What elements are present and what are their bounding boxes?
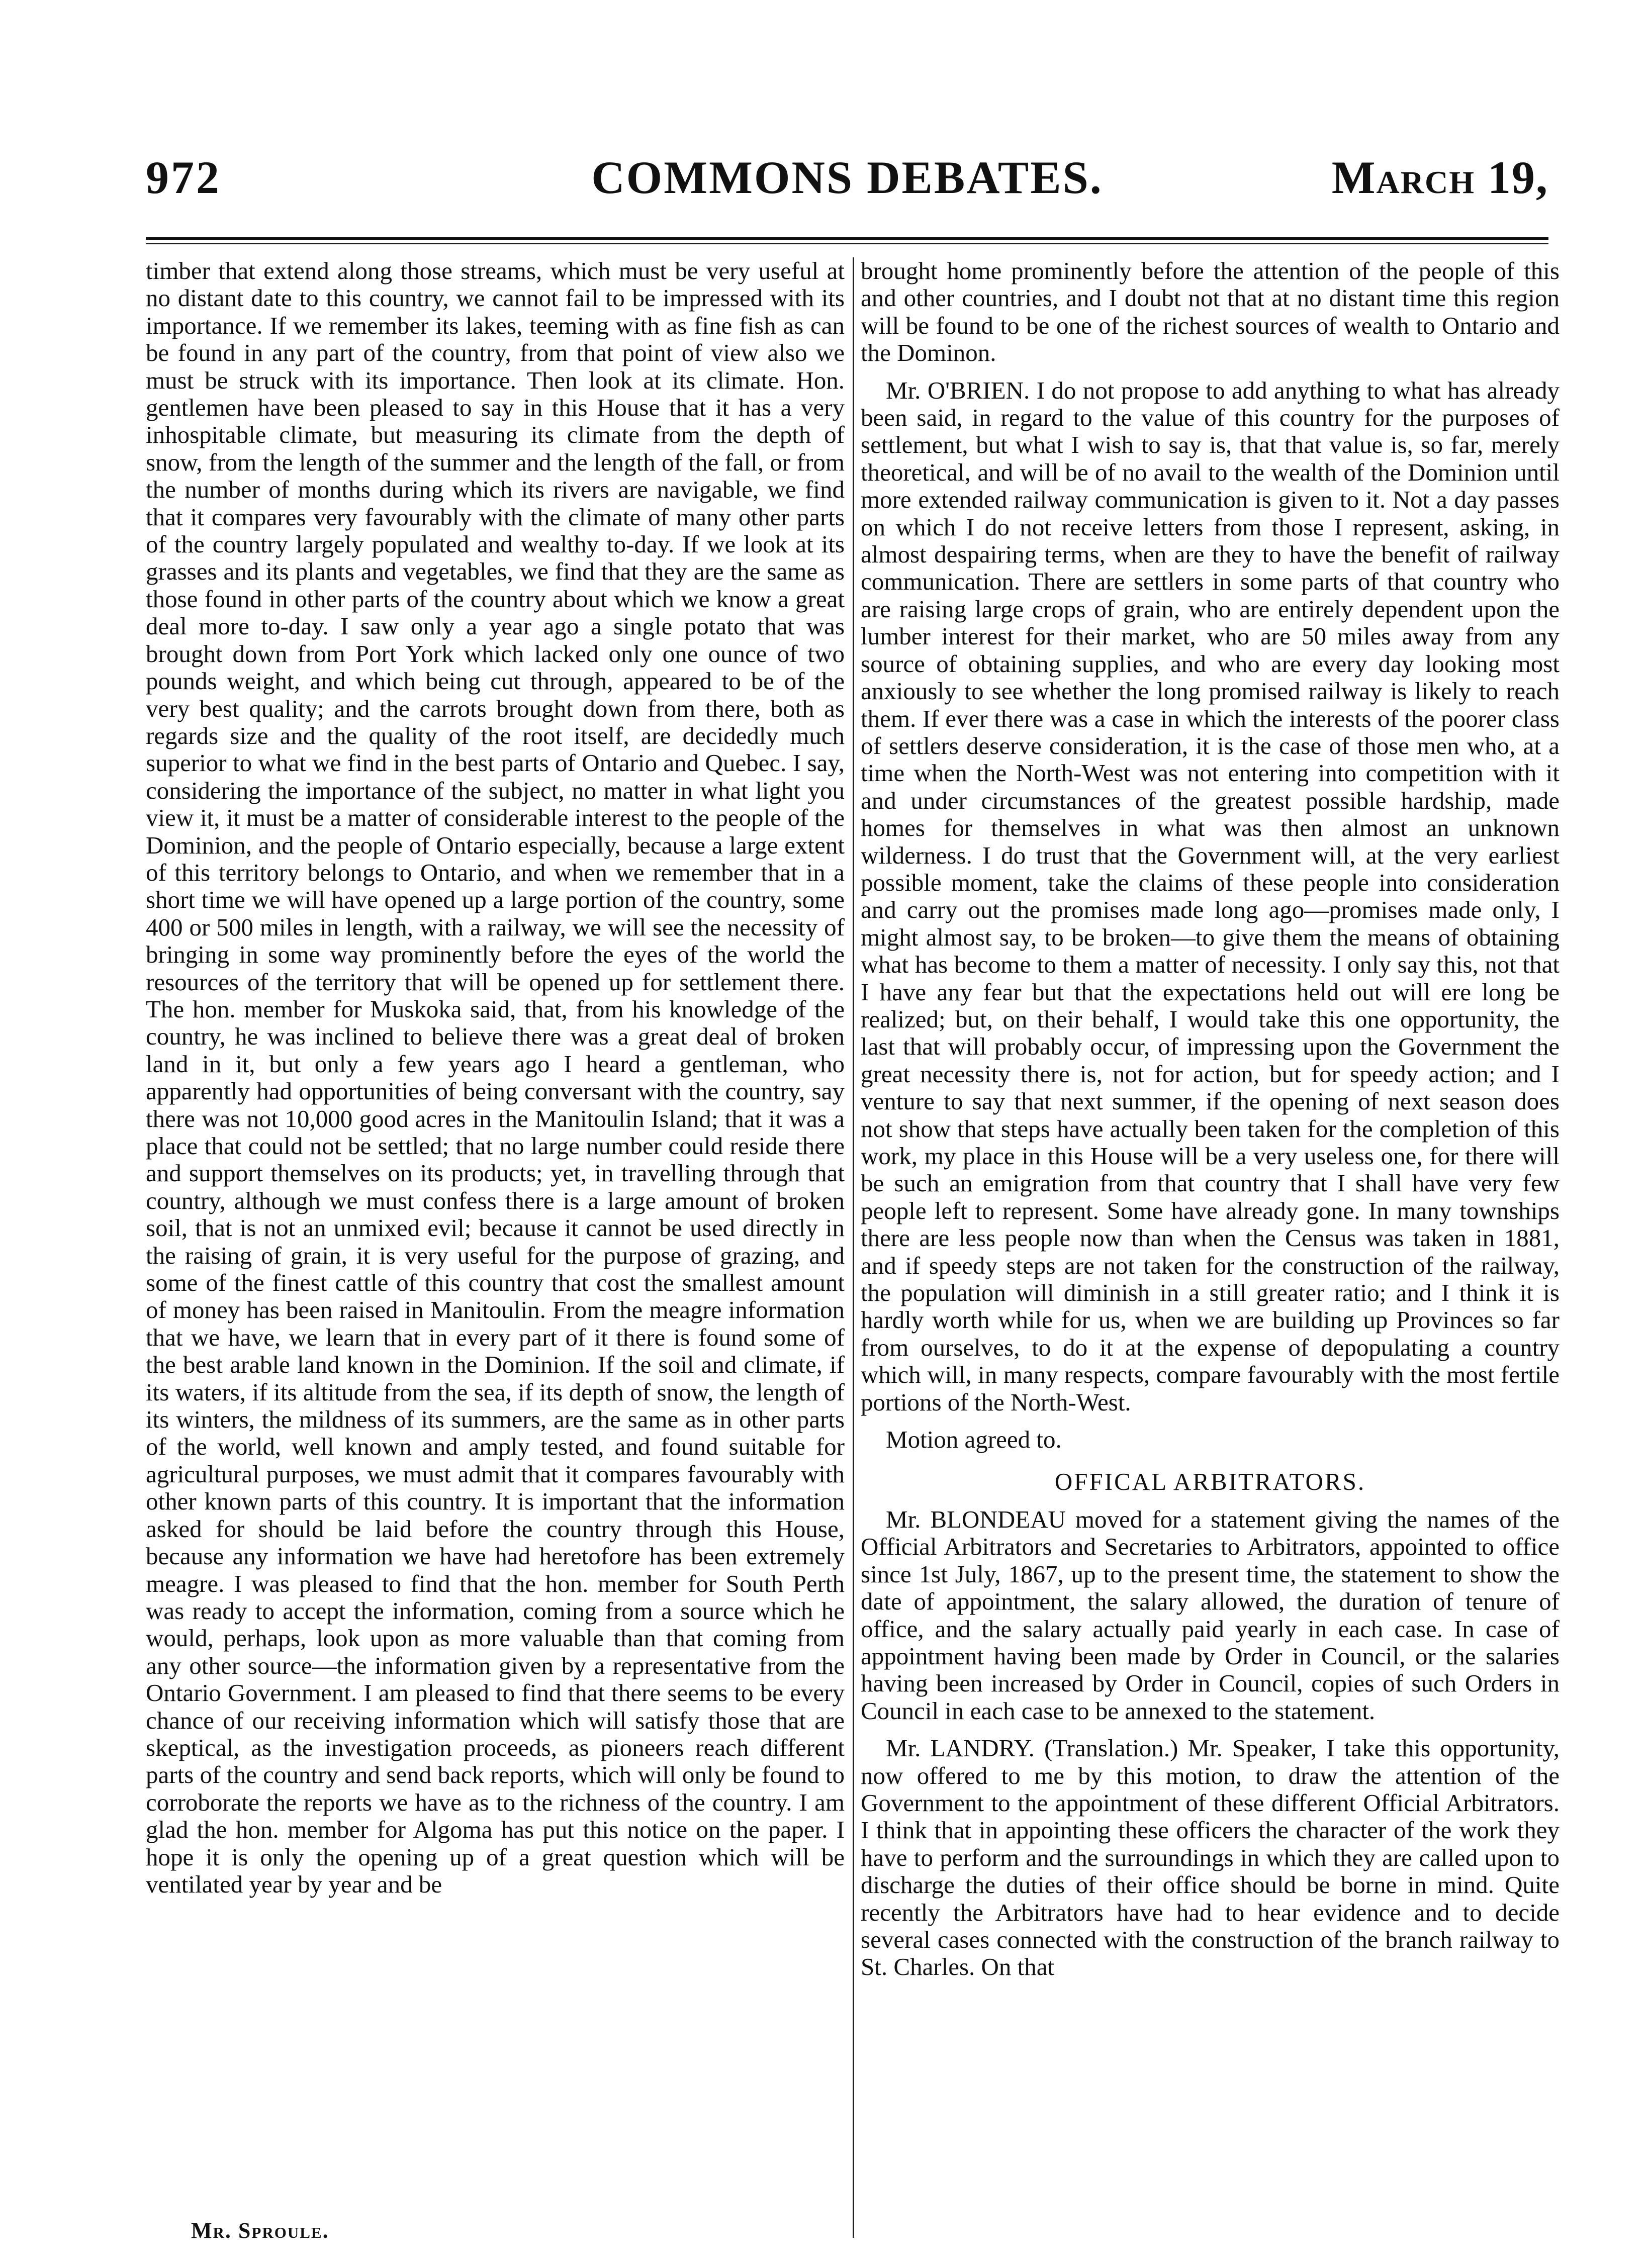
left-paragraph-1: timber that extend along those streams, which must be very useful at no distant date to this country, we cannot fail to be impressed with its importance. If we remember its lakes, teeming with as fine fish as can be found in any part of the country, from that point of view also we must be struck with its importance. Then look at its climate. Hon. gentlemen have been pleased to say in this House that it has a very inhospitable climate, but measuring its climate from the depth of snow, from the length of the summer and the length of the fall, or from the number of months during which its rivers are navigable, we find that it compares very favourably with the climate of many other parts of the country largely populated and wealthy to-day. If we look at its grasses and its plants and vegetables, we find that they are the same as those found in other parts of the country about which we know a great deal more to-day. I saw only a year ago a single potato that was brought down from Port York which lacked only one ounce of two pounds weight, and which being cut through, appeared to be of the very best quality; and the carrots brought down from there, both as regards size and the quality of the root itself, are decidedly much superior to what we find in the best parts of Ontario and Quebec. I say, considering the importance of the subject, no matter in what light you view it, it must be a matter of considerable interest to the people of the Dominion, and the people of Ontario especially, because a large extent of this territory belongs to Ontario, and when we remember that in a short time we will have opened up a large portion of the country, some 400 or 500 miles in length, with a railway, we will see the necessity of bringing in some way prominently before the eyes of the world the resources of the territory that will be opened up for settlement there. The hon. member for Muskoka said, that, from his knowledge of the country, he was inclined to believe there was a great deal of broken land in it, but only a few years ago I heard a gentleman, who apparently had opportunities of being conversant with the country, say there was not 10,000 good acres in the Manitoulin Island; that it was a place that could not be settled; that no large number could reside there and support themselves on its products; yet, in travelling through that country, although we must confess there is a large amount of broken soil, that is not an unmixed evil; because it cannot be used directly in the raising of grain, it is very useful for the purpose of grazing, and some of the finest cattle of this country that cost the smallest amount of money has been raised in Manitoulin. From the meagre information that we have, we learn that in every part of it there is found some of the best arable land known in the Dominion. If the soil and climate, if its waters, if its altitude from the sea, if its depth of snow, the length of its winters, the mildness of its summers, are the same as in other parts of the world, well known and amply tested, and found suitable for agricultural purposes, we must admit that it compares favourably with other known parts of this country. It is important that the information asked for should be laid before the country through this House, because any information we have had heretofore has been extremely meagre. I was pleased to find that the hon. member for South Perth was ready to accept the information, coming from a source which he would, perhaps, look upon as more valuable than that coming from any other source—the information given by a representative from the Ontario Government. I am pleased to find that there seems to be every chance of our receiving information which will satisfy those that are skeptical, as the investigation proceeds, as pioneers reach different parts of the country and send back reports, which will only be found to corroborate the reports we have as to the richness of the country. I am glad the hon. member for Algoma has put this notice on the paper. I hope it is only the opening up of a great question which will be ventilated year by year and be xyxy=(146,257,845,1898)
column-divider xyxy=(853,257,854,2238)
section-heading: OFFICAL ARBITRATORS. xyxy=(1054,1468,1366,1496)
left-column xyxy=(146,257,845,1898)
page-header xyxy=(146,151,1548,216)
header-rule-thin xyxy=(146,243,1548,244)
page-number: 972 xyxy=(146,152,221,203)
obrien-speech: Mr. O'BRIEN. I do not propose to add anything to what has already been said, in regard to the value of this country for the purposes of settlement, but what I wish to say is, that that value is, so far, merely theoretical, and will be of no avail to the wealth of the Dominion until more extended railway communication is given to it. Not a day passes on which I do not receive letters from those I represent, asking, in almost despairing terms, when are they to have the benefit of railway communication. There are settlers in some parts of that country who are raising large crops of grain, who are entirely dependent upon the lumber interest for their market, who are 50 miles away from any source of obtaining supplies, and who are every day looking most anxiously to see whether the long promised railway is likely to reach them. If ever there was a case in which the interests of the poorer class of settlers deserve consideration, it is the case of those men who, at a time when the North-West was not entering into competition with it and under circumstances of the greatest possible hardship, made homes for themselves in what was then almost an unknown wilderness. I do trust that the Government will, at the very earliest possible moment, take the claims of these people into consideration and carry out the promises made long ago—promises made only, I might almost say, to be broken—to give them the means of obtaining what has become to them a matter of necessity. I only say this, not that I have any fear but that the expectations held out will ere long be realized; but, on their behalf, I would take this one opportunity, the last that will probably occur, of impressing upon the Government the great necessity there is, not for action, but for speedy action; and I venture to say that next summer, if the opening of next season does not show that steps have actually been taken for the completion of this work, my place in this House will be a very useless one, for there will be such an emigration from that country that I shall have very few people left to represent. Some have already gone. In many townships there are less people now than when the Census was taken in 1881, and if speedy steps are not taken for the construction of the railway, the population will diminish in a still greater ratio; and I think it is hardly worth while for us, when we are building up Provinces so far from ourselves, to do it at the expense of depopulating a country which will, in many respects, compare favourably with the most fertile portions of the North-West. xyxy=(861,376,1560,1416)
header-rule xyxy=(146,237,1548,240)
footer-speaker-name: Mr. Sproule. xyxy=(191,2218,329,2243)
right-column xyxy=(861,257,1560,1991)
right-paragraph-1: brought home prominently before the attention of the people of this and other countries, and I doubt not that at no distant time this region will be found to be one of the richest sources of wealth to Ontario and the Dominon. xyxy=(861,257,1560,367)
blondeau-motion: Mr. BLONDEAU moved for a statement giving the names of the Official Arbitrators and Secretaries to Arbitrators, appointed to office since 1st July, 1867, up to the present time, the statement to show the date of appointment, the salary allowed, the duration of tenure of office, and the salary actually paid yearly in each case. In case of appointment having been made by Order in Council, or the salaries having been increased by Order in Council, copies of such Orders in Council in each case to be annexed to the statement. xyxy=(861,1505,1560,1725)
publication-title: COMMONS DEBATES. xyxy=(591,152,1103,203)
header-date: March 19, xyxy=(1331,152,1548,203)
motion-result: Motion agreed to. xyxy=(886,1426,1062,1454)
landry-speech: Mr. LANDRY. (Translation.) Mr. Speaker, I take this opportunity, now offered to me by this motion, to draw the attention of the Government to the appointment of these different Official Arbitrators. I think that in appointing these officers the character of the work they have to perform and the surroundings in which they are called upon to discharge the duties of their office should be borne in mind. Quite recently the Arbitrators have had to hear evidence and to decide several cases connected with the construction of the branch railway to St. Charles. On that xyxy=(861,1734,1560,1981)
